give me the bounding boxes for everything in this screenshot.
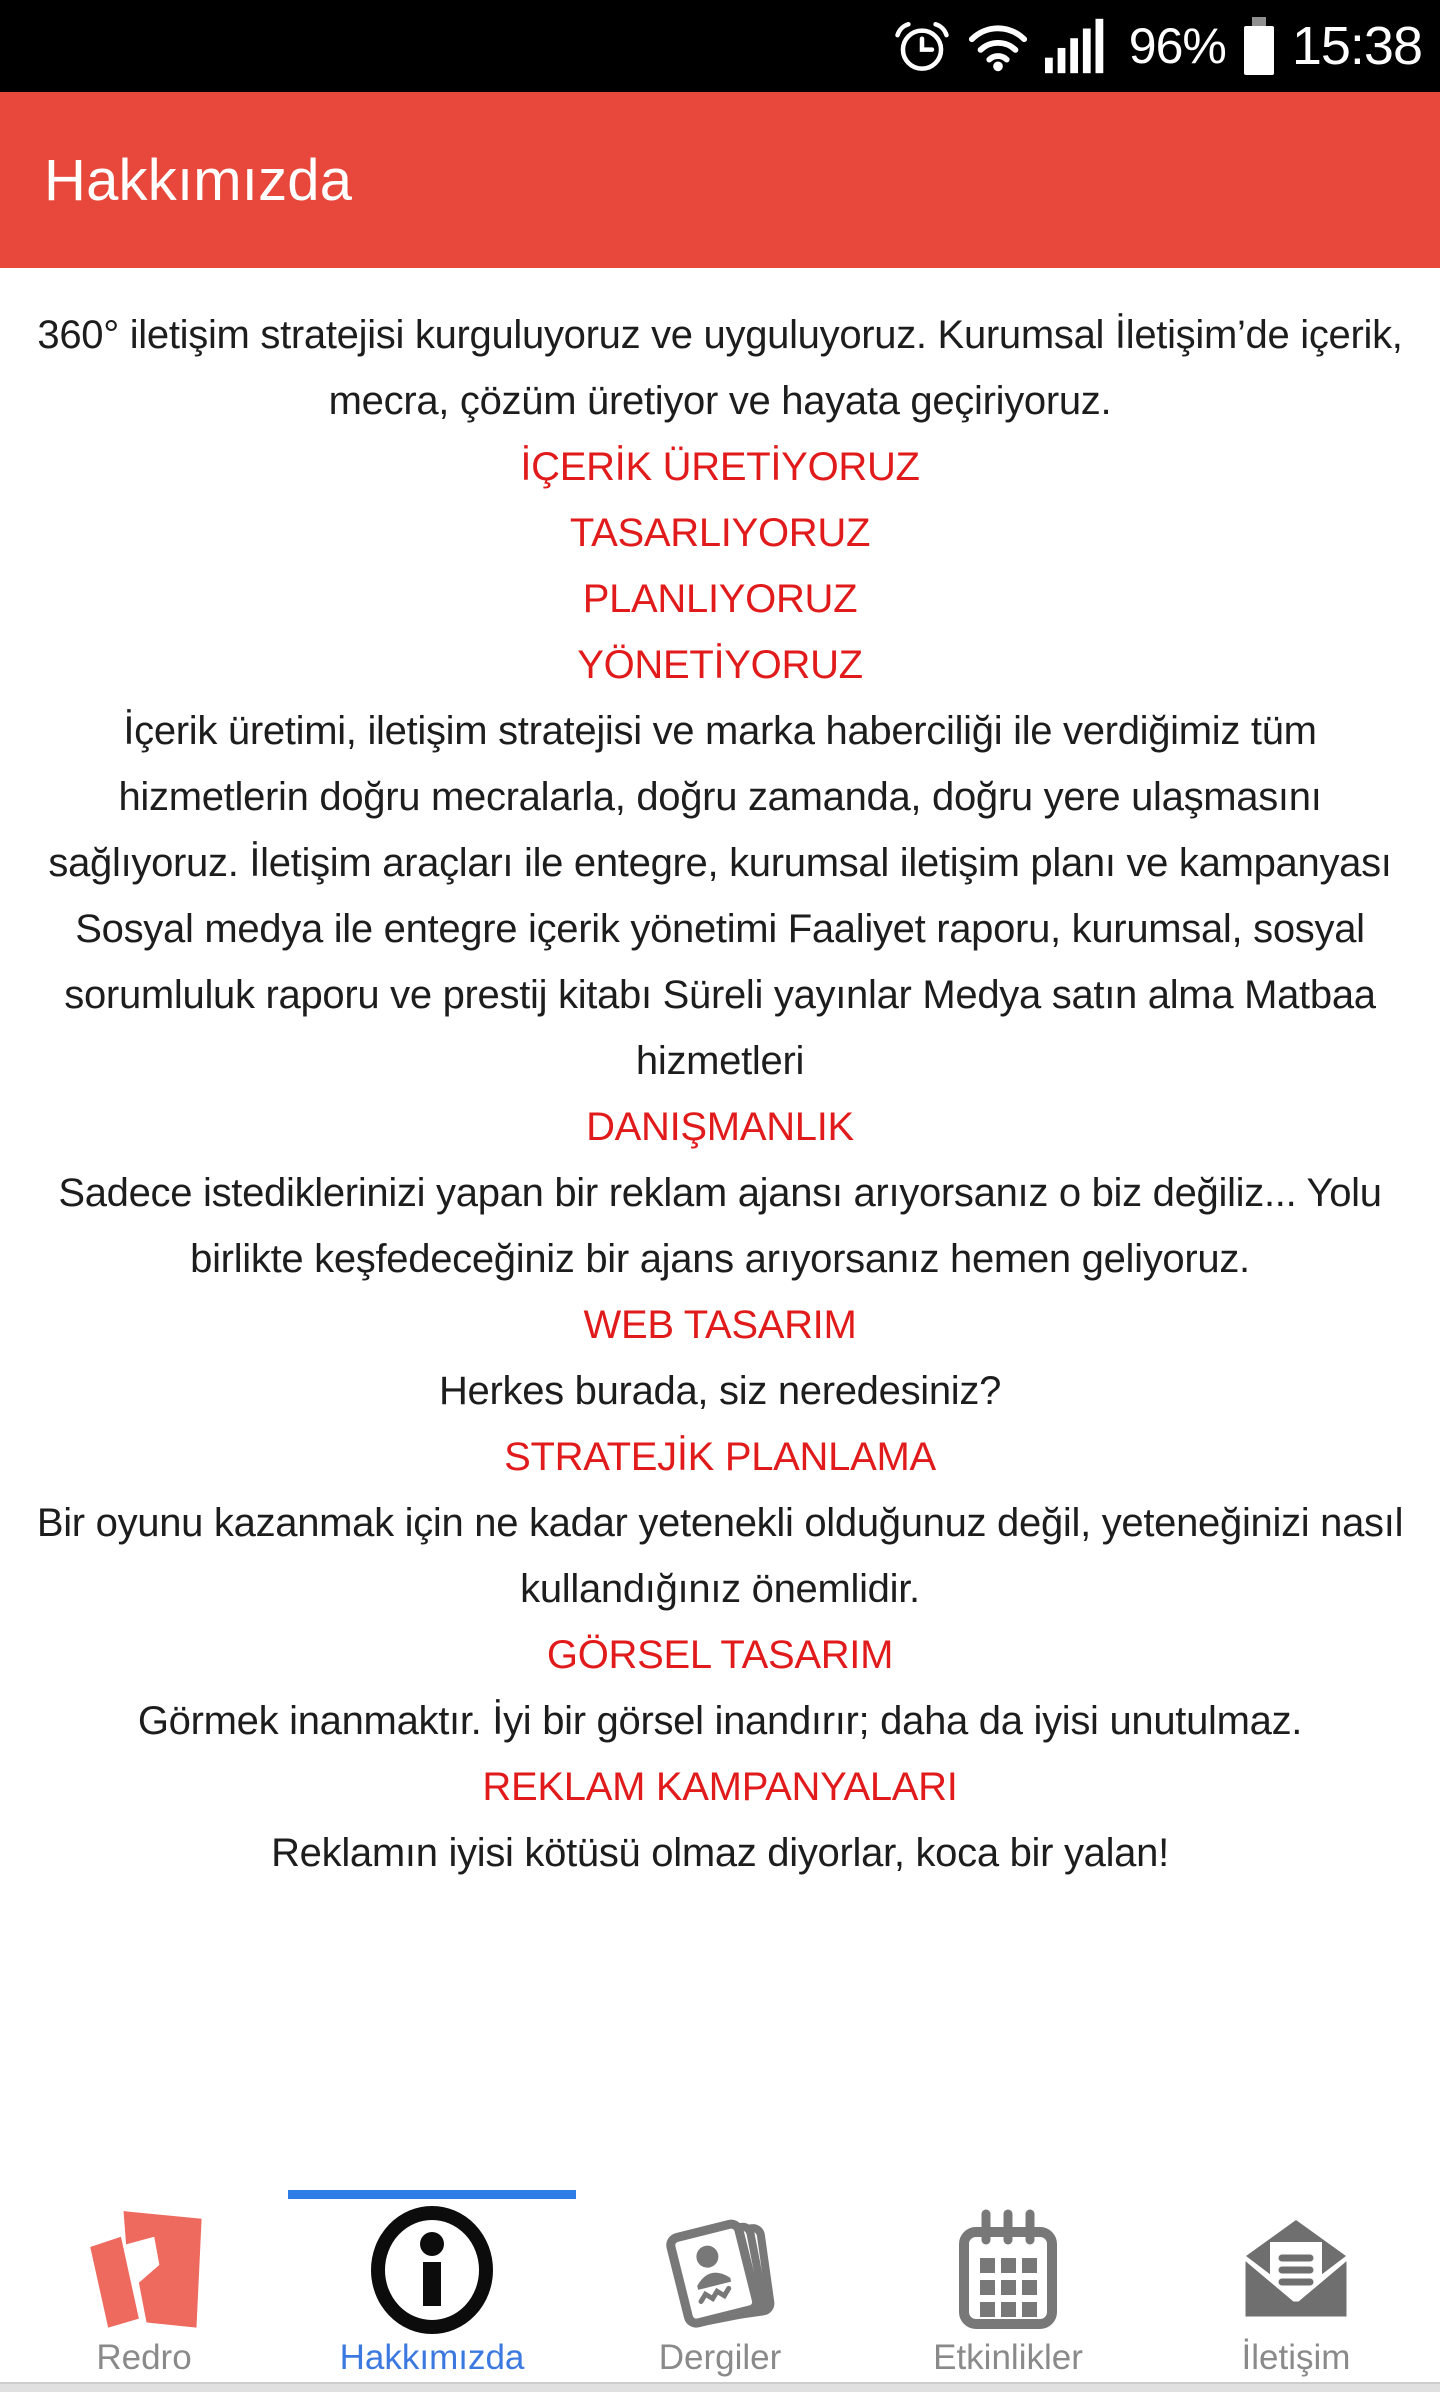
body-paragraph: 360° iletişim stratejisi kurguluyoruz ve uyguluyoruz. Kurumsal İletişim’de içerik, mecra, çözüm üretiyor ve hayata geçiriyoruz. [37, 313, 1403, 423]
tab-label: Redro [96, 2338, 192, 2377]
page-title: Hakkımızda [44, 147, 353, 213]
tab-label: Hakkımızda [339, 2338, 525, 2377]
section-heading: REKLAM KAMPANYALARI [482, 1765, 958, 1809]
bottom-edge-strip [0, 2382, 1440, 2392]
app-bar [0, 92, 1440, 268]
section-heading: STRATEJİK PLANLAMA [504, 1435, 936, 1479]
section-heading: PLANLIYORUZ [582, 577, 858, 621]
body-paragraph: Görmek inanmaktır. İyi bir görsel inandırır; daha da iyisi unutulmaz. [137, 1699, 1303, 1743]
section-heading: WEB TASARIM [583, 1303, 857, 1347]
tab-redro[interactable] [0, 2190, 288, 2382]
battery-icon [1242, 17, 1276, 75]
section-heading: GÖRSEL TASARIM [546, 1633, 894, 1677]
status-time: 15:38 [1291, 16, 1422, 76]
section-heading: DANIŞMANLIK [586, 1105, 854, 1149]
tab-label: Etkinlikler [933, 2338, 1083, 2377]
body-paragraph: Sadece istediklerinizi yapan bir reklam ajansı arıyorsanız o biz değiliz... Yolu birlikte keşfedeceğiniz bir ajans arıyorsanız hemen geliyoruz. [58, 1171, 1382, 1281]
tab-label: Dergiler [658, 2338, 782, 2377]
about-content[interactable] [0, 268, 1440, 2190]
redro-logo-icon [80, 2206, 208, 2334]
body-paragraph: Herkes burada, siz neredesiniz? [438, 1369, 1002, 1413]
calendar-icon [944, 2206, 1072, 2334]
section-heading: İÇERİK ÜRETİYORUZ [520, 445, 920, 489]
bottom-tab-bar [0, 2190, 1440, 2382]
section-heading: TASARLIYORUZ [569, 511, 871, 555]
body-paragraph: Bir oyunu kazanmak için ne kadar yetenekli olduğunuz değil, yeteneğinizi nasıl kullandığınız önemlidir. [36, 1501, 1404, 1611]
alarm-icon [893, 17, 951, 75]
tab-etkinlikler[interactable] [864, 2190, 1152, 2382]
body-paragraph: İçerik üretimi, iletişim stratejisi ve marka haberciliği ile verdiğimiz tüm hizmetlerin doğru mecralarla, doğru zamanda, doğru yere ulaşmasını sağlıyoruz. İletişim araçları ile entegre, kurumsal iletişim planı ve kampanyası Sosyal medya ile entegre içerik yönetimi Faaliyet raporu, kurumsal, sosyal sorumluluk raporu ve prestij kitabı Süreli yayınlar Medya satın alma Matbaa hizmetleri [48, 709, 1392, 1083]
wifi-icon [967, 20, 1029, 72]
info-icon [368, 2206, 496, 2334]
envelope-icon [1232, 2206, 1360, 2334]
status-bar [0, 0, 1440, 92]
battery-percent: 96% [1128, 18, 1226, 74]
section-heading: YÖNETİYORUZ [577, 643, 863, 687]
tab-hakkimizda[interactable] [288, 2190, 576, 2382]
signal-icon [1045, 18, 1113, 74]
tab-dergiler[interactable] [576, 2190, 864, 2382]
body-paragraph: Reklamın iyisi kötüsü olmaz diyorlar, koca bir yalan! [271, 1831, 1169, 1875]
tab-label: İletişim [1241, 2338, 1351, 2377]
magazine-icon [656, 2206, 784, 2334]
tab-iletisim[interactable] [1152, 2190, 1440, 2382]
